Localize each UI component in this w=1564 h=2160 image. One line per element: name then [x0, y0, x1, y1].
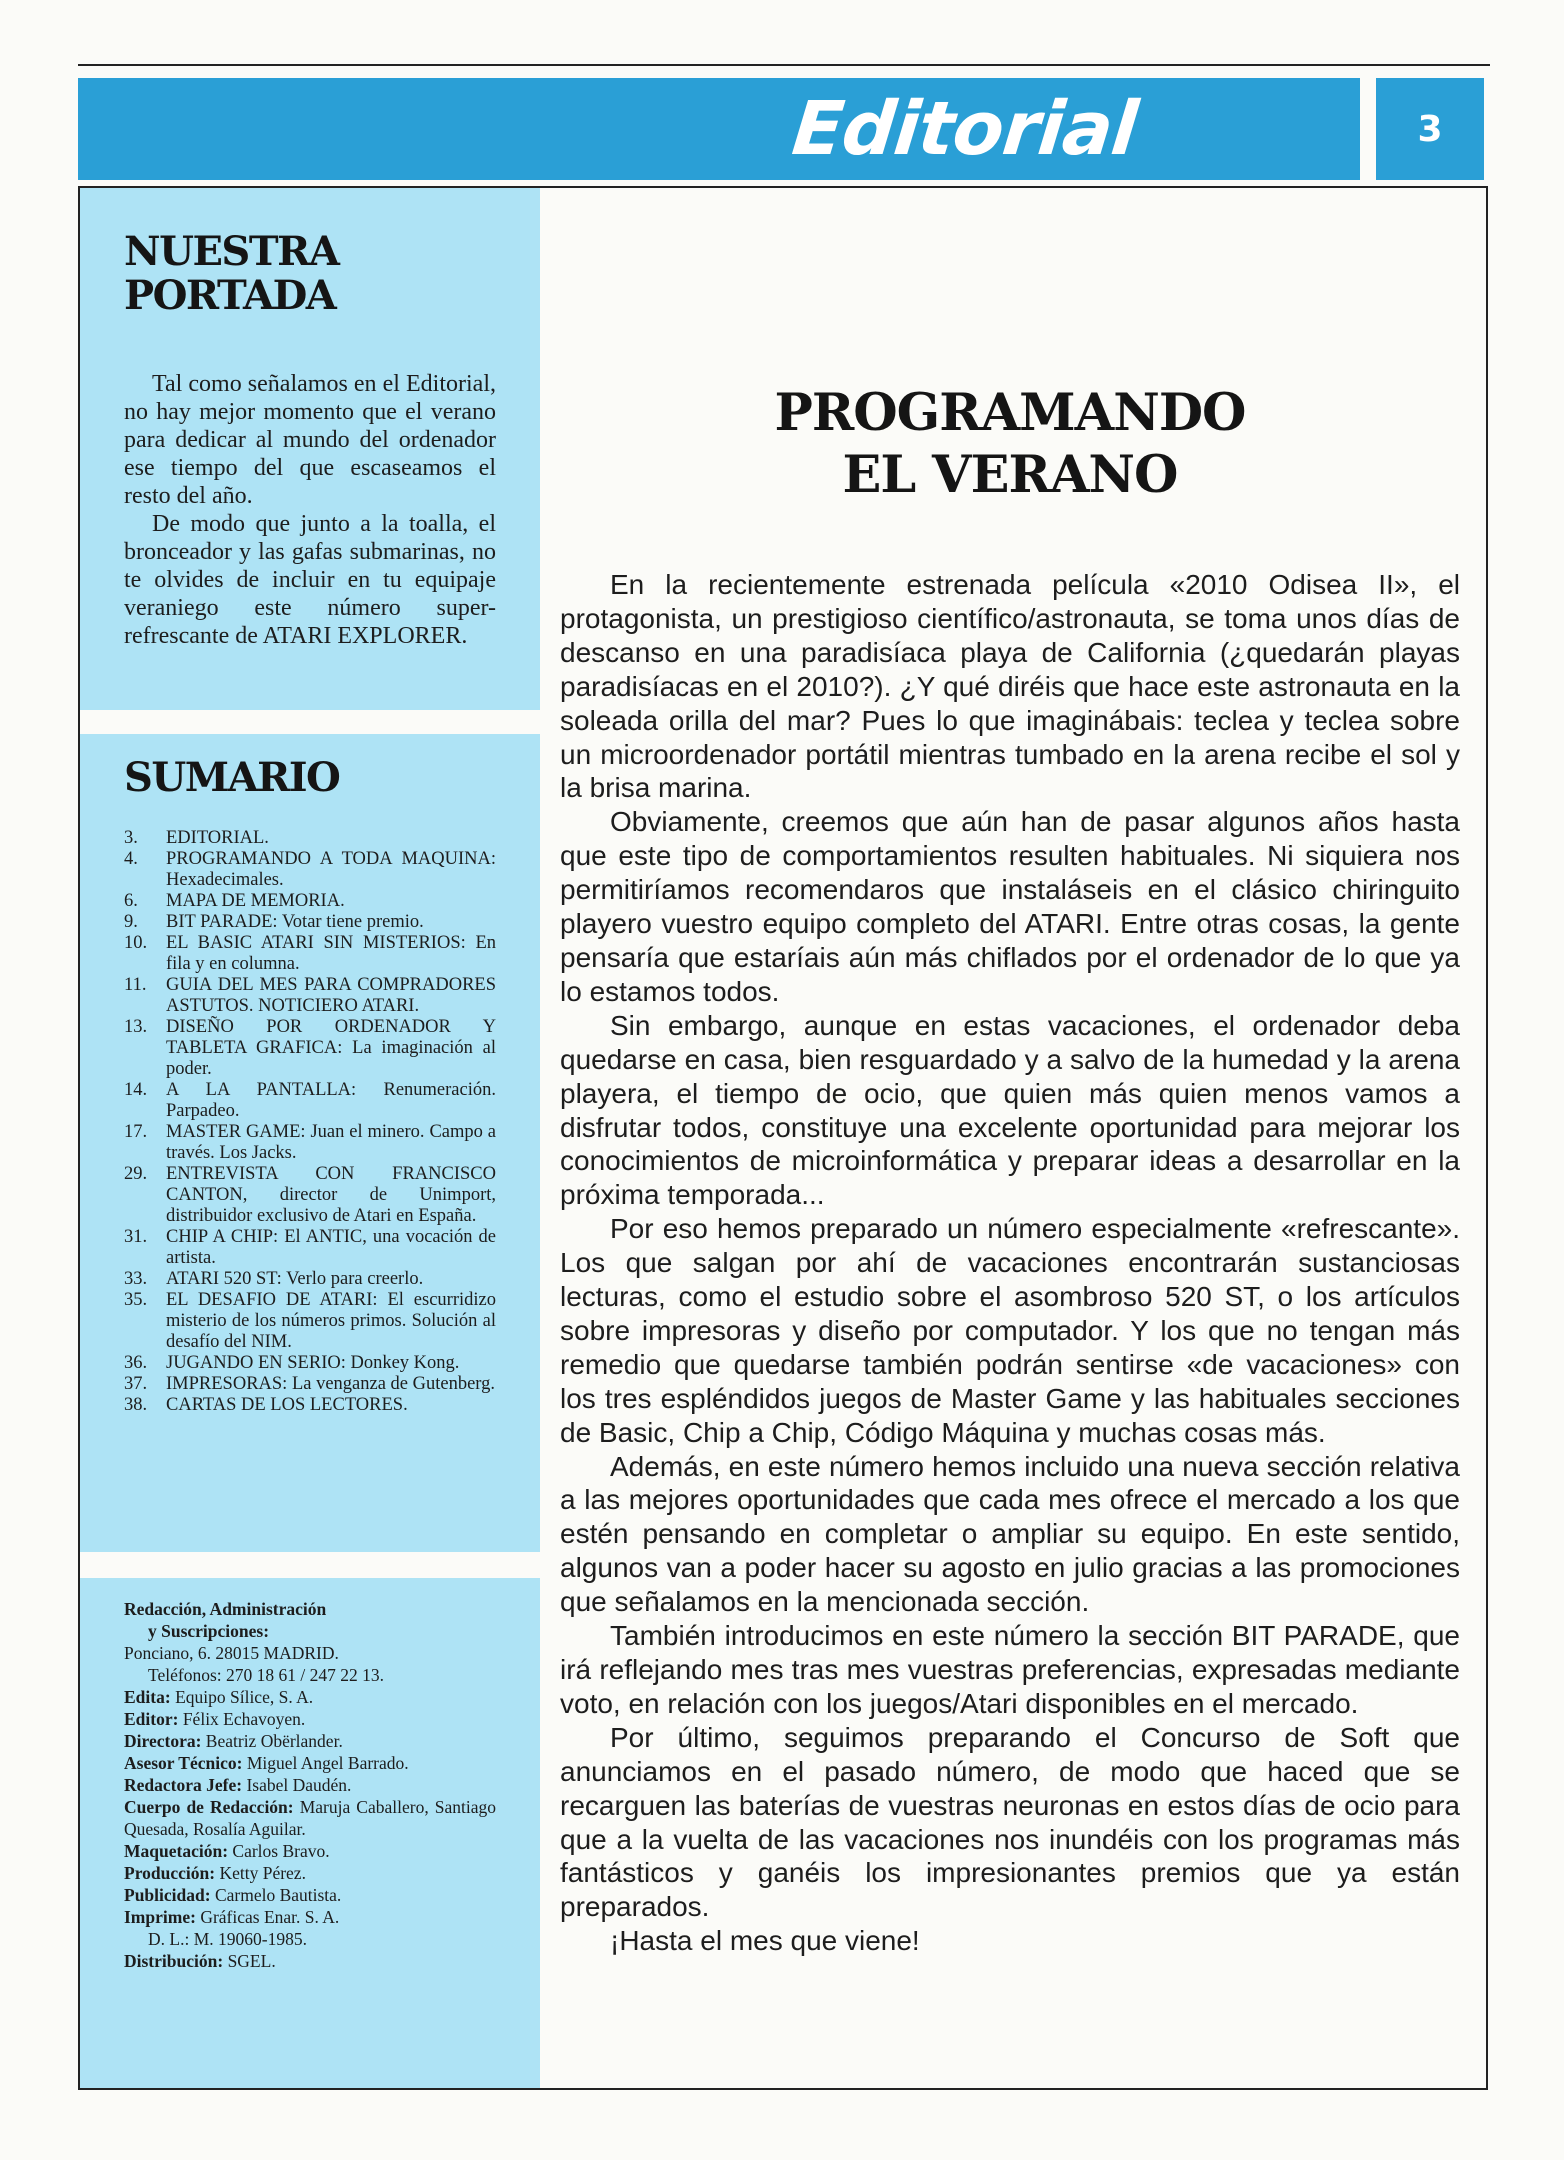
credit-line	[124, 1950, 496, 1972]
credit-value: Félix Echavoyen.	[182, 1709, 306, 1729]
article-title-line2: EL VERANO	[842, 445, 1178, 506]
portada-paragraph: De modo que junto a la toalla, el bronceador y las gafas submarinas, no te olvides de incluir en tu equipaje veraniego este número super-refrescante de ATARI EXPLORER.	[124, 511, 496, 649]
phones: Teléfonos: 270 18 61 / 247 22 13.	[148, 1665, 384, 1685]
toc-title: EL BASIC ATARI SIN MISTERIOS: En fila y en columna.	[166, 933, 496, 974]
toc-title: BIT PARADE: Votar tiene premio.	[166, 912, 424, 932]
toc-title: MAPA DE MEMORIA.	[166, 891, 345, 911]
portada-heading	[124, 230, 496, 318]
credit-line	[124, 1686, 496, 1708]
credits-list	[124, 1598, 496, 1972]
redaccion-label: Redacción, Administración	[124, 1599, 327, 1619]
toc-item	[124, 1374, 496, 1395]
credit-line	[124, 1840, 496, 1862]
credit-value: Maruja Caballero, Santiago Quesada, Rosalía Aguilar.	[124, 1797, 497, 1839]
toc-page: 4.	[124, 849, 138, 869]
portada-heading-line2: PORTADA	[124, 272, 336, 319]
credit-label: Cuerpo de Redacción:	[124, 1797, 294, 1817]
toc-title: CARTAS DE LOS LECTORES.	[166, 1395, 408, 1415]
suscripciones-label: y Suscripciones:	[148, 1621, 270, 1641]
credit-label: Asesor Técnico:	[124, 1753, 243, 1773]
toc-page: 10.	[124, 933, 148, 953]
credit-label: Redactora Jefe:	[124, 1775, 243, 1795]
toc-item	[124, 1080, 496, 1122]
deposito-legal: D. L.: M. 19060-1985.	[148, 1929, 307, 1949]
sidebar	[80, 188, 540, 2088]
sumario-list	[124, 828, 496, 1416]
credit-value: Carmelo Bautista.	[214, 1885, 342, 1905]
toc-page: 3.	[124, 828, 138, 848]
article-paragraph: Además, en este número hemos incluido una nueva sección relativa a las mejores oportunidades que cada mes ofrece el mercado a los que estén pensando en completar o ampliar su equipo. En este sentido, algunos van a poder hacer su agosto en julio gracias a las promociones que señalamos en la mencionada sección.	[560, 1450, 1460, 1618]
credit-line	[124, 1730, 496, 1752]
sumario-heading: SUMARIO	[124, 754, 340, 801]
toc-page: 29.	[124, 1164, 148, 1184]
credit-value: Equipo Sílice, S. A.	[175, 1687, 314, 1707]
section-header	[78, 78, 1360, 180]
credit-label: Editor:	[124, 1709, 179, 1729]
toc-item	[124, 933, 496, 975]
article-paragraph: Por eso hemos preparado un número especialmente «refrescante». Los que salgan por ahí de vacaciones encontrarán sustanciosas lecturas, como el estudio sobre el asombroso 520 ST, o los artículos sobre impresoras y diseño por computador. Y los que no tengan más remedio que quedarse también podrán sentirse «de vacaciones» con los tres espléndidos juegos de Master Game y las habituales secciones de Basic, Chip a Chip, Código Máquina y muchas cosas más.	[560, 1213, 1460, 1448]
credit-value: Beatriz Obërlander.	[205, 1731, 343, 1751]
article-body	[560, 568, 1460, 1958]
article-paragraph: En la recientemente estrenada película «2010 Odisea II», el protagonista, un prestigioso científico/astronauta, se toma unos días de descanso en una paradisíaca playa de California (¿quedarán playas paradisíacas en el 2010?). ¿Y qué diréis que hace este astronauta en la soleada orilla del mar? Pues lo que imaginábais: teclea y teclea sobre un microordenador portátil mientras tumbado en la arena recibe el sol y la brisa marina.	[560, 569, 1460, 804]
toc-page: 9.	[124, 912, 138, 932]
credit-line	[124, 1884, 496, 1906]
article-title-line1: PROGRAMANDO	[774, 383, 1246, 444]
toc-item	[124, 1227, 496, 1269]
toc-item	[124, 1353, 496, 1374]
address: Ponciano, 6. 28015 MADRID.	[124, 1643, 339, 1663]
credit-line	[124, 1796, 496, 1840]
toc-page: 31.	[124, 1227, 148, 1247]
credit-label: Maquetación:	[124, 1841, 229, 1861]
toc-item	[124, 975, 496, 1017]
toc-page: 35.	[124, 1290, 148, 1310]
toc-title: PROGRAMANDO A TODA MAQUINA: Hexadecimales.	[166, 849, 496, 890]
sumario-panel	[80, 734, 540, 1552]
credit-value: Gráficas Enar. S. A.	[200, 1907, 340, 1927]
credit-label: Directora:	[124, 1731, 202, 1751]
toc-item	[124, 1395, 496, 1416]
portada-panel	[80, 188, 540, 710]
toc-title: ENTREVISTA CON FRANCISCO CANTON, director de Unimport, distribuidor exclusivo de Atari en España.	[166, 1164, 496, 1226]
toc-item	[124, 1164, 496, 1227]
toc-page: 37.	[124, 1374, 148, 1394]
toc-page: 11.	[124, 975, 147, 995]
credit-line	[124, 1708, 496, 1730]
toc-item	[124, 891, 496, 912]
top-rule	[78, 64, 1490, 66]
toc-page: 36.	[124, 1353, 148, 1373]
credit-value: Ketty Pérez.	[219, 1863, 306, 1883]
article-paragraph: Obviamente, creemos que aún han de pasar algunos años hasta que este tipo de comportamientos resulten habituales. Ni siquiera nos permitiríamos recomendaros que instaláseis en el clásico chiringuito playero vuestro equipo completo del ATARI. Entre otras cosas, la gente pensaría que estaríais aún más chiflados por el ordenador de lo que ya lo estamos todos.	[560, 806, 1460, 1007]
toc-item	[124, 912, 496, 933]
toc-page: 6.	[124, 891, 138, 911]
credit-value: Isabel Daudén.	[246, 1775, 352, 1795]
toc-item	[124, 1290, 496, 1353]
toc-item	[124, 1122, 496, 1164]
page-number-box	[1376, 78, 1484, 180]
toc-title: ATARI 520 ST: Verlo para creerlo.	[166, 1269, 424, 1289]
article-paragraph: También introducimos en este número la sección BIT PARADE, que irá reflejando mes tras mes vuestras preferencias, expresadas mediante voto, en relación con los juegos/Atari disponibles en el mercado.	[560, 1620, 1460, 1719]
credit-line	[124, 1752, 496, 1774]
toc-item	[124, 849, 496, 891]
toc-title: IMPRESORAS: La venganza de Gutenberg.	[166, 1374, 496, 1394]
portada-heading-line1: NUESTRA	[124, 228, 339, 275]
toc-title: DISEÑO POR ORDENADOR Y TABLETA GRAFICA: La imaginación al poder.	[166, 1017, 496, 1079]
section-title: Editorial	[788, 86, 1141, 172]
toc-item	[124, 828, 496, 849]
toc-page: 17.	[124, 1122, 148, 1142]
toc-title: EDITORIAL.	[166, 828, 269, 848]
credit-label: Publicidad:	[124, 1885, 211, 1905]
distribucion-value: SGEL.	[227, 1951, 276, 1971]
distribucion-label: Distribución:	[124, 1951, 224, 1971]
credit-label: Producción:	[124, 1863, 216, 1883]
credit-line	[124, 1774, 496, 1796]
credit-line	[124, 1862, 496, 1884]
credit-label: Imprime:	[124, 1907, 196, 1927]
portada-paragraph: Tal como señalamos en el Editorial, no hay mejor momento que el verano para dedicar al mundo del ordenador ese tiempo del que escaseamos el resto del año.	[124, 371, 496, 509]
credit-label: Edita:	[124, 1687, 171, 1707]
toc-title: EL DESAFIO DE ATARI: El escurridizo misterio de los números primos. Solución al desafío del NIM.	[166, 1290, 496, 1352]
page-number: 3	[1417, 108, 1443, 150]
credit-value: Carlos Bravo.	[232, 1841, 330, 1861]
credit-line	[124, 1906, 496, 1928]
toc-item	[124, 1017, 496, 1080]
portada-text	[124, 370, 496, 650]
credits-panel	[80, 1578, 540, 2088]
toc-title: CHIP A CHIP: El ANTIC, una vocación de artista.	[166, 1227, 496, 1268]
toc-title: JUGANDO EN SERIO: Donkey Kong.	[166, 1353, 460, 1373]
article-title	[560, 382, 1460, 506]
toc-item	[124, 1269, 496, 1290]
toc-title: MASTER GAME: Juan el minero. Campo a través. Los Jacks.	[166, 1122, 496, 1163]
toc-title: A LA PANTALLA: Renumeración. Parpadeo.	[166, 1080, 496, 1121]
credit-value: Miguel Angel Barrado.	[246, 1753, 409, 1773]
article-paragraph: Sin embargo, aunque en estas vacaciones, el ordenador deba quedarse en casa, bien resguardado y a salvo de la humedad y la arena playera, el tiempo de ocio, que quien más quien menos vamos a disfrutar todos, constituye una excelente oportunidad para mejorar los conocimientos de microinformática y preparar ideas a desarrollar en la próxima temporada...	[560, 1009, 1460, 1211]
toc-page: 14.	[124, 1080, 148, 1100]
toc-title: GUIA DEL MES PARA COMPRADORES ASTUTOS. NOTICIERO ATARI.	[166, 975, 496, 1016]
toc-page: 38.	[124, 1395, 148, 1415]
article-paragraph: ¡Hasta el mes que viene!	[610, 1925, 920, 1957]
article-paragraph: Por último, seguimos preparando el Concurso de Soft que anunciamos en el pasado número, de modo que haced que se recarguen las baterías de vuestras neuronas en estos días de ocio para que a la vuelta de las vacaciones nos inundéis con los programas más fantásticos y ganéis los impresionantes premios que ya están preparados.	[560, 1721, 1460, 1923]
toc-page: 13.	[124, 1017, 148, 1037]
toc-page: 33.	[124, 1269, 148, 1289]
